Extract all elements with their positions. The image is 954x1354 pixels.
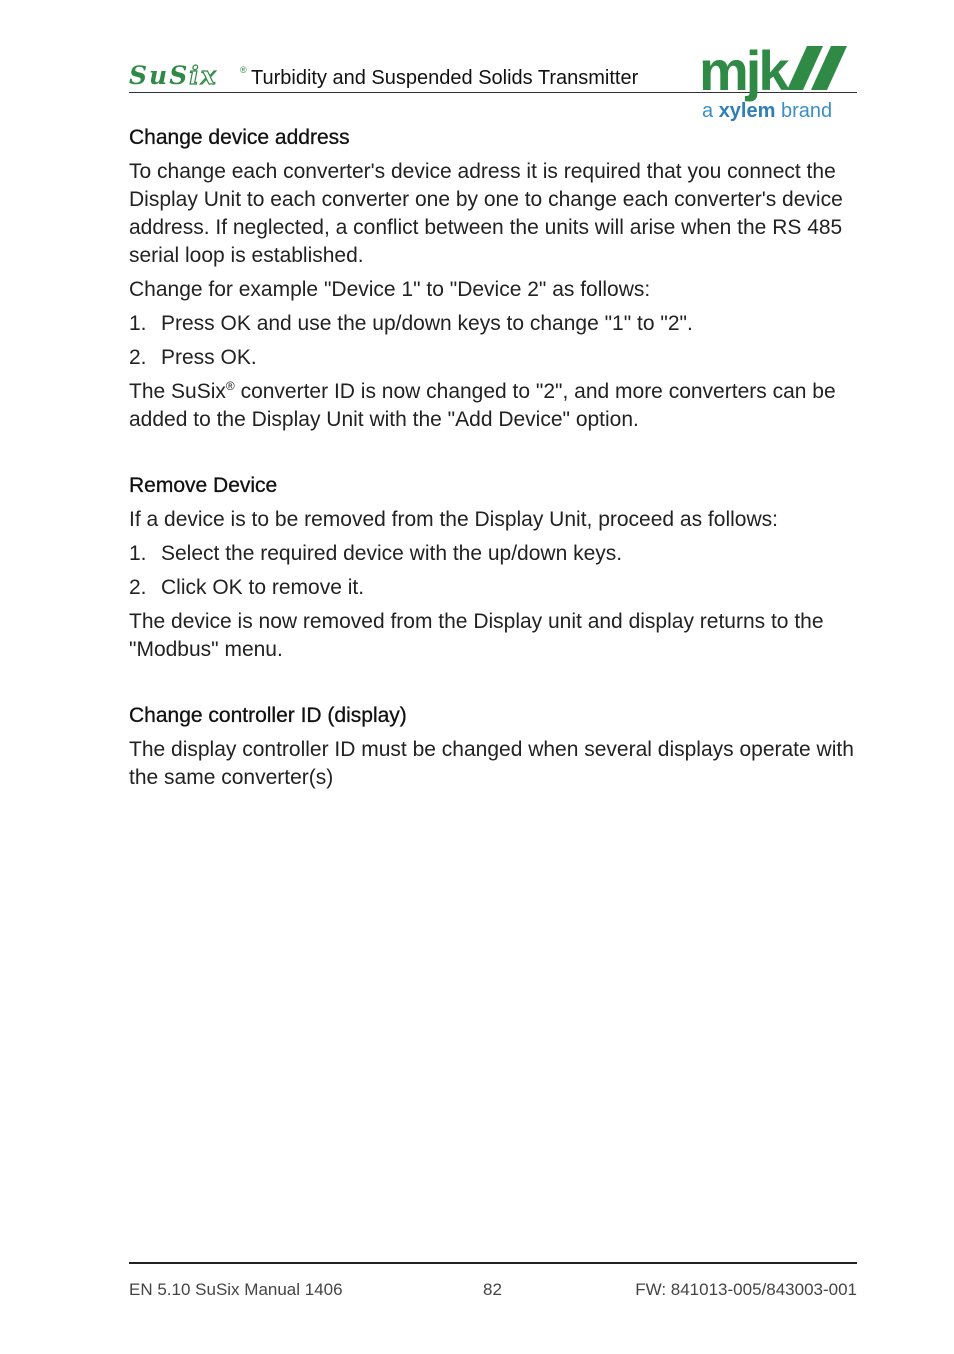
- change-address-outro: [129, 378, 869, 434]
- change-address-example: Change for example "Device 1" to "Device 2" as follows:: [129, 278, 651, 301]
- brand-prefix: SuS: [129, 61, 190, 90]
- document-title: Turbidity and Suspended Solids Transmitter: [251, 67, 639, 89]
- footer-divider: [129, 1262, 857, 1264]
- remove-device-intro: If a device is to be removed from the Display Unit, proceed as follows:: [129, 508, 778, 531]
- heading-remove-device: Remove Device: [129, 474, 278, 497]
- tagline-prefix: a: [702, 100, 714, 122]
- tagline-suffix: brand: [780, 100, 833, 122]
- step-text: Click OK to remove it.: [161, 576, 365, 599]
- step-text: Select the required device with the up/down keys.: [161, 542, 623, 565]
- heading-change-controller: Change controller ID (display): [129, 704, 407, 727]
- susix-wordmark: [129, 62, 218, 90]
- tagline-brand: xylem: [718, 100, 776, 122]
- page-header: [129, 42, 857, 132]
- page-footer: [129, 1262, 857, 1304]
- logo-text: mjk: [699, 42, 787, 102]
- footer-manual-id: EN 5.10 SuSix Manual 1406: [129, 1280, 343, 1299]
- registered-mark: ®: [240, 65, 247, 75]
- mjk-logo: [699, 42, 857, 102]
- page-number: 82: [483, 1280, 502, 1299]
- change-controller-body: The display controller ID must be changed when several displays operate with the same converter(s): [129, 738, 854, 789]
- list-item: [129, 344, 869, 372]
- change-address-intro: To change each converter's device adress it is required that you connect the Display Unit to each converter one by one to change each converter's device address. If neglected, a conflict between the units will arise when the RS 485 serial loop is established.: [129, 160, 843, 267]
- page-content: [129, 124, 869, 792]
- heading-change-address: Change device address: [129, 126, 350, 149]
- step-number: 1.: [129, 312, 147, 335]
- remove-device-outro: The device is now removed from the Display unit and display returns to the "Modbus" menu.: [129, 610, 824, 661]
- step-number: 2.: [129, 346, 147, 369]
- list-item: [129, 574, 869, 602]
- outro-registered: ®: [225, 379, 235, 393]
- step-text: Press OK.: [161, 346, 257, 369]
- remove-device-steps: [129, 540, 869, 602]
- list-item: [129, 540, 869, 568]
- brand-suffix: ix: [189, 61, 218, 90]
- step-number: 1.: [129, 542, 147, 565]
- xylem-tagline: [702, 100, 832, 123]
- footer-firmware: FW: 841013-005/843003-001: [635, 1280, 857, 1299]
- outro-end: converter ID is now changed to "2", and more converters can be added to the Display Unit with the "Add Device" option.: [129, 380, 836, 431]
- outro-start: The SuSix: [129, 380, 226, 403]
- list-item: [129, 310, 869, 338]
- step-text: Press OK and use the up/down keys to change "1" to "2".: [161, 312, 693, 335]
- step-number: 2.: [129, 576, 147, 599]
- change-address-steps: [129, 310, 869, 372]
